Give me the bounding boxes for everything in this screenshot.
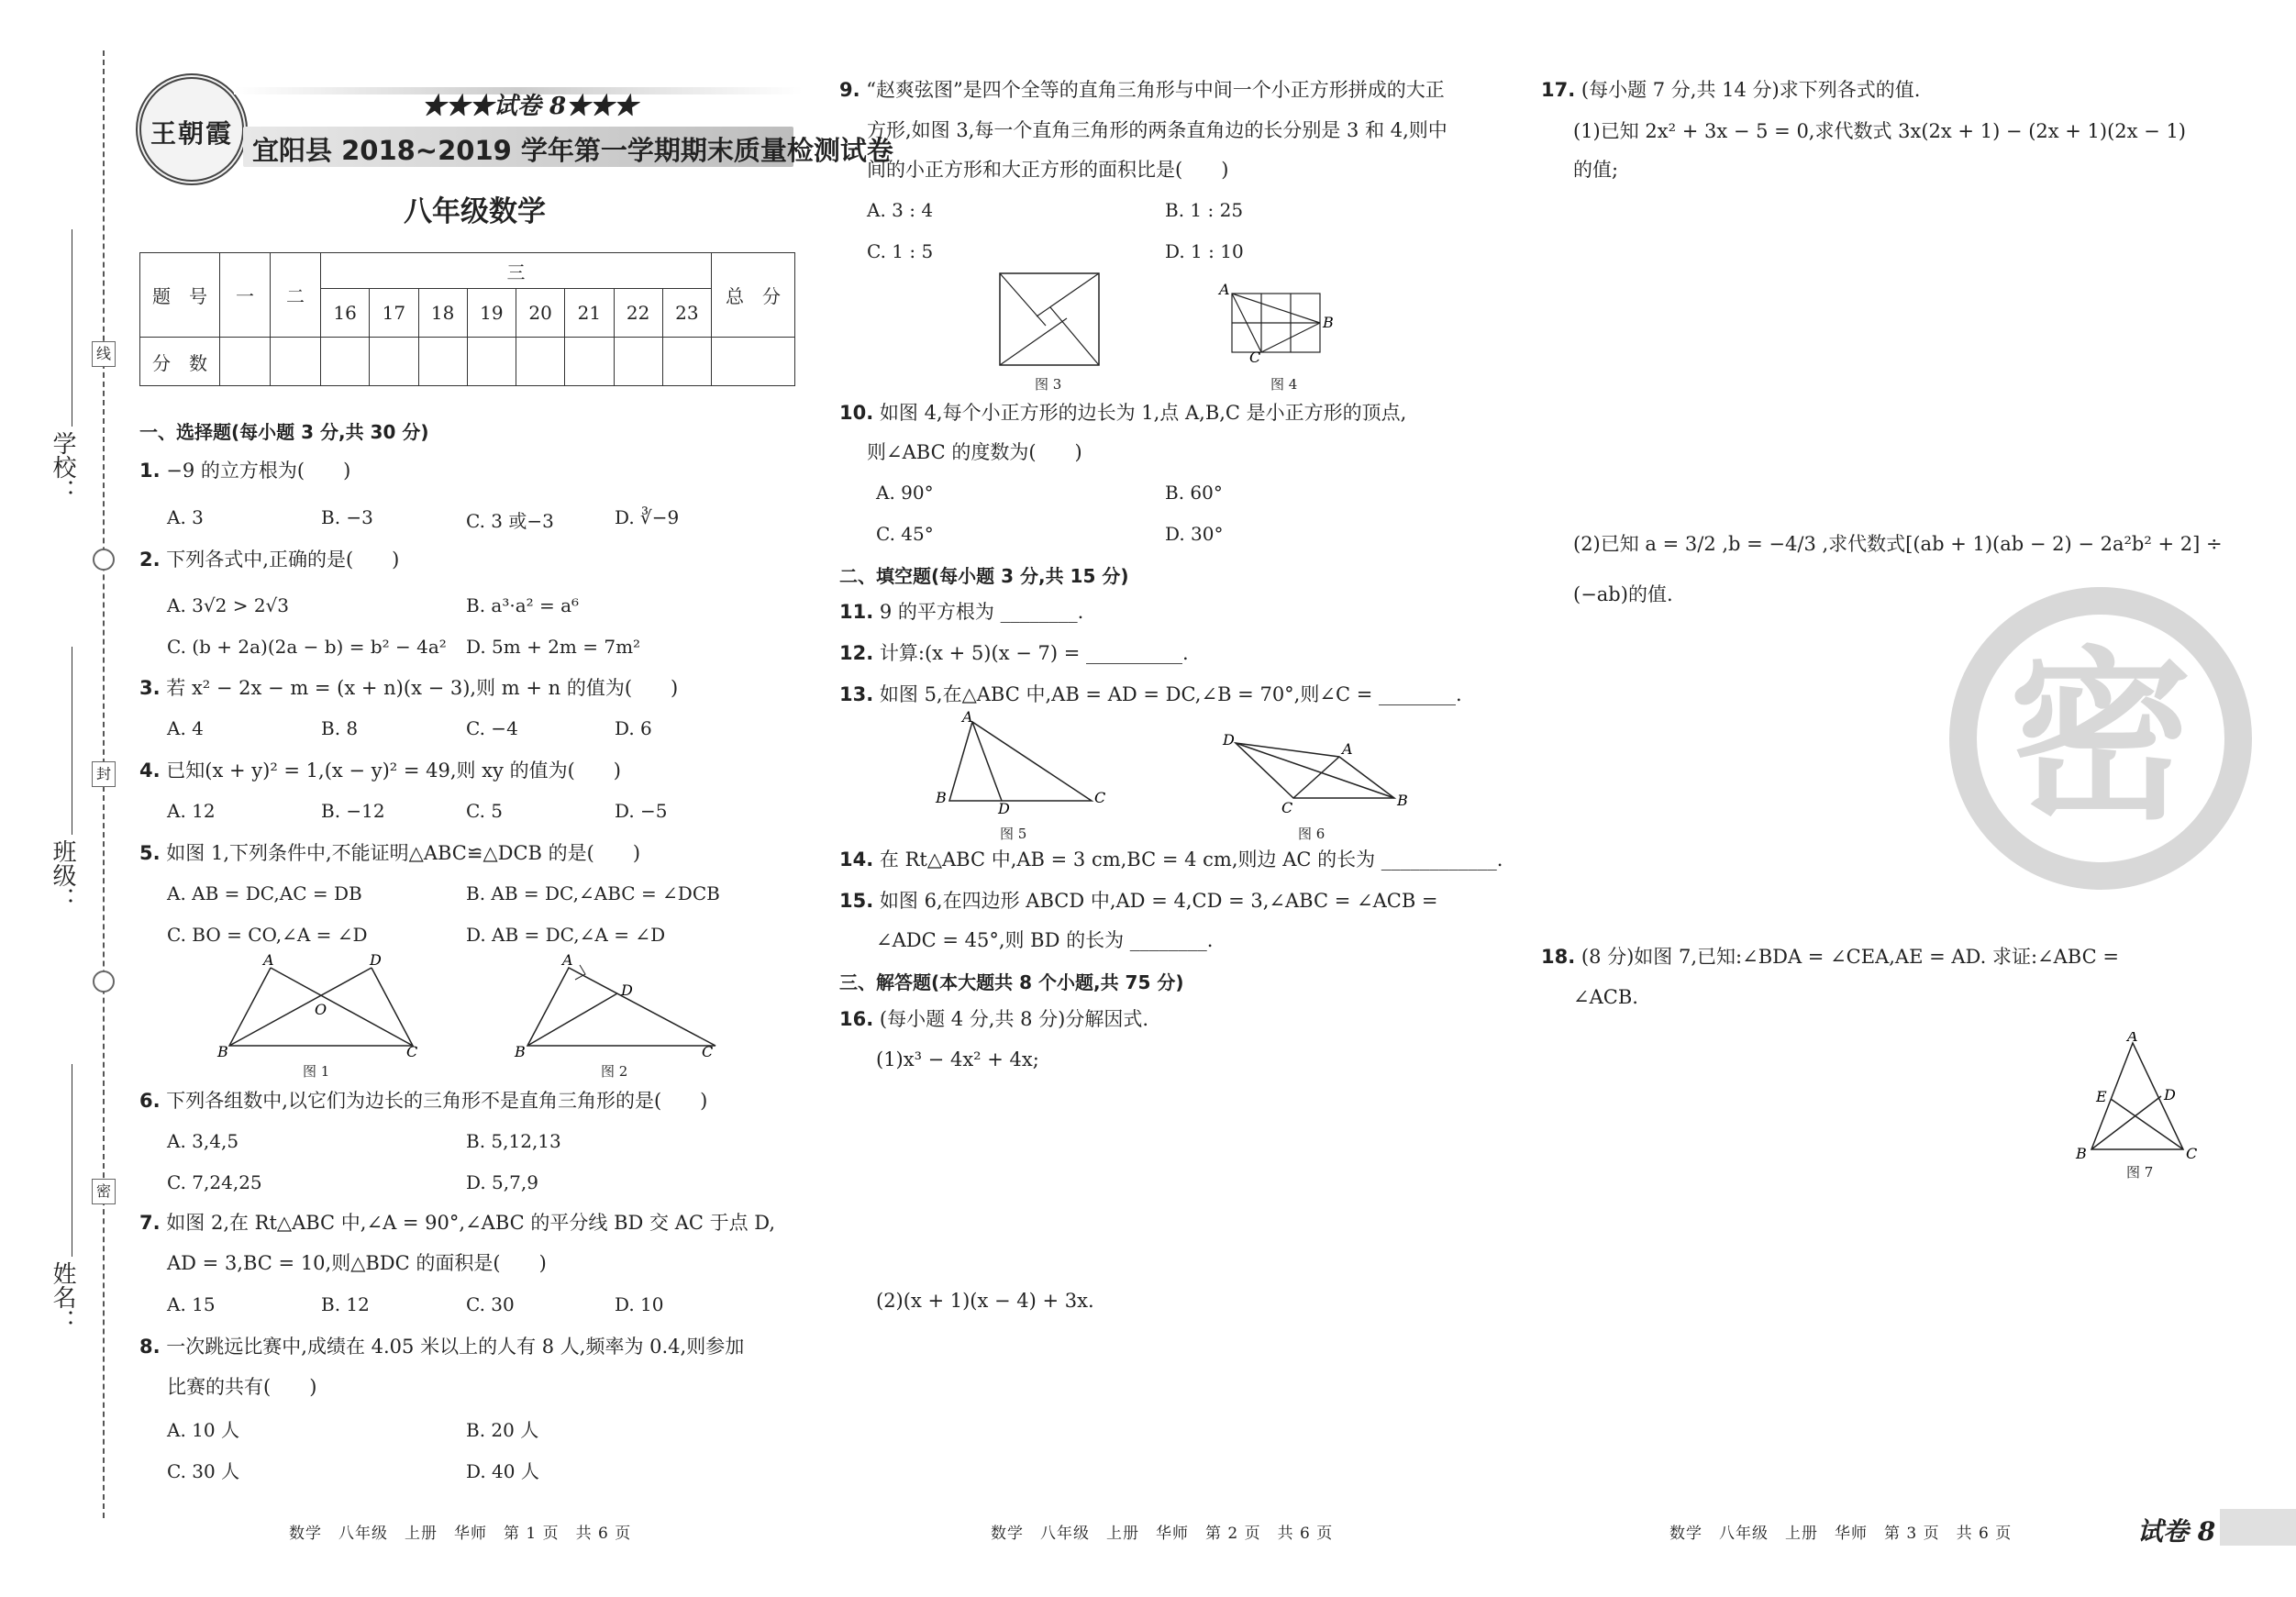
- score-total: 总 分: [712, 253, 795, 338]
- q17-part2-end: (−ab)的值.: [1573, 583, 1673, 605]
- q14: 14. 在 Rt△ABC 中,AB = 3 cm,BC = 4 cm,则边 AC 的长为 ____________.: [839, 848, 1503, 871]
- svg-text:C: C: [702, 1043, 714, 1060]
- q10-line2: 则∠ABC 的度数为( ): [867, 441, 1082, 463]
- svg-text:B: B: [2076, 1145, 2087, 1160]
- q4-opt-c: C. 5: [466, 800, 504, 822]
- footer-page-2: 数学 八年级 上册 华师 第 2 页 共 6 页: [991, 1525, 1334, 1543]
- score-sub-18: 18: [418, 289, 467, 338]
- svg-text:B: B: [217, 1043, 228, 1060]
- figure-6-caption: 图 6: [1298, 826, 1325, 842]
- figure-5-caption: 图 5: [1000, 826, 1027, 842]
- figure-6: [1215, 725, 1417, 816]
- q15-line2: ∠ADC = 45°,则 BD 的长为 ________.: [876, 929, 1214, 951]
- q1-opt-d: D. ∛−9: [615, 506, 680, 528]
- q9-opt-b: B. 1 : 25: [1165, 199, 1244, 221]
- score-cell[interactable]: [662, 338, 711, 386]
- q4: 4. 已知(x + y)² = 1,(x − y)² = 49,则 xy 的值为( ): [139, 760, 621, 782]
- svg-text:C: C: [1094, 789, 1105, 806]
- svg-text:D: D: [998, 800, 1010, 816]
- q1-opt-c: C. 3 或−3: [466, 510, 554, 532]
- score-sub-23: 23: [662, 289, 711, 338]
- score-row2-label: 分 数: [140, 338, 220, 386]
- q18-line2: ∠ACB.: [1573, 986, 1638, 1008]
- figure-1-caption: 图 1: [303, 1063, 330, 1080]
- q5: 5. 如图 1,下列条件中,不能证明△ABC≌△DCB 的是( ): [139, 842, 641, 864]
- figure-3-caption: 图 3: [1035, 376, 1062, 393]
- q12: 12. 计算:(x + 5)(x − 7) = __________.: [839, 642, 1189, 664]
- q9: 9. “赵爽弦图”是四个全等的直角三角形与中间一个小正方形拼成的大正: [839, 79, 1445, 101]
- binding-hole-1: [93, 549, 115, 571]
- q9-line3: 间的小正方形和大正方形的面积比是( ): [867, 159, 1229, 181]
- q10-opt-c: C. 45°: [876, 523, 934, 545]
- q11: 11. 9 的平方根为 ________.: [839, 601, 1084, 623]
- q18: 18. (8 分)如图 7,已知:∠BDA = ∠CEA,AE = AD. 求证:∠ABC =: [1541, 946, 2119, 968]
- q2: 2. 下列各式中,正确的是( ): [139, 549, 400, 571]
- figure-1: [216, 954, 427, 1073]
- q7: 7. 如图 2,在 Rt△ABC 中,∠A = 90°,∠ABC 的平分线 BD 交 AC 于点 D,: [139, 1212, 776, 1234]
- section2-title: 二、填空题(每小题 3 分,共 15 分): [839, 565, 1129, 587]
- svg-text:D: D: [2164, 1086, 2176, 1103]
- score-col-two: 二: [271, 253, 321, 338]
- q8: 8. 一次跳远比赛中,成绩在 4.05 米以上的人有 8 人,频率为 0.4,则参加: [139, 1336, 745, 1358]
- svg-text:C: C: [2186, 1145, 2197, 1160]
- exam-title: 宜阳县 2018~2019 学年第一学期期末质量检测试卷: [252, 135, 893, 166]
- section1-title: 一、选择题(每小题 3 分,共 30 分): [139, 421, 429, 443]
- q7-opt-b: B. 12: [321, 1293, 370, 1315]
- q2-opt-d: D. 5m + 2m = 7m²: [466, 636, 641, 658]
- q4-opt-b: B. −12: [321, 800, 385, 822]
- binding-hole-2: [93, 970, 115, 993]
- q10-opt-a: A. 90°: [876, 482, 934, 504]
- svg-text:D: D: [621, 981, 633, 999]
- q2-opt-a: A. 3√2 > 2√3: [167, 594, 290, 616]
- q5-opt-b: B. AB = DC,∠ABC = ∠DCB: [466, 882, 720, 904]
- svg-text:C: C: [406, 1043, 418, 1060]
- q9-opt-c: C. 1 : 5: [867, 240, 934, 262]
- q1-opt-a: A. 3: [167, 506, 204, 528]
- q5-opt-c: C. BO = CO,∠A = ∠D: [167, 924, 368, 946]
- score-sub-19: 19: [467, 289, 516, 338]
- score-row1-label: 题 号: [140, 253, 220, 338]
- q6-opt-b: B. 5,12,13: [466, 1130, 561, 1152]
- score-table: [139, 252, 795, 386]
- q17: 17. (每小题 7 分,共 14 分)求下列各式的值.: [1541, 79, 1921, 101]
- score-cell[interactable]: [712, 338, 795, 386]
- q2-opt-b: B. a³·a² = a⁶: [466, 594, 580, 616]
- svg-text:A: A: [962, 711, 973, 726]
- score-sub-20: 20: [516, 289, 565, 338]
- school-label: 学校：: [49, 431, 76, 503]
- score-cell[interactable]: [516, 338, 565, 386]
- logo-badge: [136, 73, 248, 185]
- q5-opt-d: D. AB = DC,∠A = ∠D: [466, 924, 666, 946]
- score-cell[interactable]: [565, 338, 614, 386]
- svg-text:B: B: [936, 789, 947, 806]
- figure-2-caption: 图 2: [601, 1063, 628, 1080]
- q17-part1-end: 的值;: [1573, 159, 1619, 181]
- q16-part2: (2)(x + 1)(x − 4) + 3x.: [876, 1290, 1094, 1312]
- score-sub-17: 17: [370, 289, 418, 338]
- name-label: 姓名：: [49, 1261, 76, 1333]
- footer-tag-bar: [2220, 1509, 2296, 1546]
- q3-opt-b: B. 8: [321, 717, 359, 739]
- q8-opt-b: B. 20 人: [466, 1419, 539, 1441]
- svg-text:A: A: [1342, 740, 1353, 758]
- svg-text:A: A: [562, 954, 573, 969]
- score-cell[interactable]: [370, 338, 418, 386]
- q13: 13. 如图 5,在△ABC 中,AB = AD = DC,∠B = 70°,则∠C = ________.: [839, 683, 1462, 705]
- watermark-glyph: 密: [2008, 631, 2192, 845]
- secret-watermark: [1949, 587, 2252, 890]
- score-cell[interactable]: [418, 338, 467, 386]
- q5-opt-a: A. AB = DC,AC = DB: [167, 882, 362, 904]
- score-cell[interactable]: [271, 338, 321, 386]
- svg-text:B: B: [515, 1043, 526, 1060]
- q9-line2: 方形,如图 3,每一个直角三角形的两条直角边的长分别是 3 和 4,则中: [867, 119, 1447, 141]
- q16-part1: (1)x³ − 4x² + 4x;: [876, 1048, 1039, 1070]
- svg-text:A: A: [1219, 281, 1230, 298]
- svg-text:B: B: [1323, 314, 1334, 331]
- figure-2: [509, 954, 729, 1073]
- svg-text:D: D: [370, 954, 382, 969]
- q1: 1. −9 的立方根为( ): [139, 460, 351, 482]
- q9-opt-a: A. 3 : 4: [867, 199, 934, 221]
- q16: 16. (每小题 4 分,共 8 分)分解因式.: [839, 1008, 1149, 1030]
- footer-paper-tag: 试卷 8: [2137, 1516, 2216, 1547]
- section3-title: 三、解答题(本大题共 8 个小题,共 75 分): [839, 971, 1184, 993]
- class-label: 班级：: [49, 839, 76, 911]
- q1-opt-b: B. −3: [321, 506, 373, 528]
- svg-text:B: B: [1397, 792, 1408, 809]
- q8-opt-c: C. 30 人: [167, 1460, 240, 1482]
- score-sub-16: 16: [321, 289, 370, 338]
- q4-opt-d: D. −5: [615, 800, 668, 822]
- score-sub-21: 21: [565, 289, 614, 338]
- svg-text:C: C: [1249, 349, 1261, 366]
- q8-opt-a: A. 10 人: [167, 1419, 239, 1441]
- q6-opt-a: A. 3,4,5: [167, 1130, 239, 1152]
- figure-5: [931, 711, 1105, 816]
- q10: 10. 如图 4,每个小正方形的边长为 1,点 A,B,C 是小正方形的顶点,: [839, 402, 1407, 424]
- q7-opt-a: A. 15: [167, 1293, 216, 1315]
- svg-text:A: A: [263, 954, 274, 969]
- q7-opt-c: C. 30: [466, 1293, 515, 1315]
- q3: 3. 若 x² − 2x − m = (x + n)(x − 3),则 m + n 的值为( ): [139, 677, 679, 699]
- q3-opt-d: D. 6: [615, 717, 652, 739]
- q6-opt-c: C. 7,24,25: [167, 1171, 262, 1193]
- q8-opt-d: D. 40 人: [466, 1460, 539, 1482]
- score-col-one: 一: [220, 253, 271, 338]
- q9-opt-d: D. 1 : 10: [1165, 240, 1244, 262]
- q3-opt-a: A. 4: [167, 717, 204, 739]
- figure-7-caption: 图 7: [2126, 1164, 2154, 1181]
- svg-text:O: O: [315, 1001, 327, 1018]
- svg-text:C: C: [1281, 799, 1293, 816]
- svg-text:A: A: [2127, 1032, 2138, 1045]
- score-cell[interactable]: [614, 338, 662, 386]
- q7-opt-d: D. 10: [615, 1293, 664, 1315]
- line-mark-3: 密: [92, 1179, 116, 1204]
- q17-part2: (2)已知 a = 3/2 ,b = −4/3 ,求代数式[(ab + 1)(ab − 2) − 2a²b² + 2] ÷: [1573, 533, 2223, 555]
- paper-tag: ★★★试卷 8★★★: [422, 93, 638, 120]
- logo-text: 王朝霞: [150, 118, 233, 149]
- subject-title: 八年级数学: [404, 195, 546, 228]
- q3-opt-c: C. −4: [466, 717, 518, 739]
- q17-part1: (1)已知 2x² + 3x − 5 = 0,求代数式 3x(2x + 1) − (2x + 1)(2x − 1): [1573, 120, 2187, 142]
- score-cell[interactable]: [321, 338, 370, 386]
- svg-text:E: E: [2096, 1088, 2107, 1105]
- line-mark-1: 线: [92, 341, 116, 367]
- svg-text:D: D: [1223, 731, 1235, 749]
- figure-4-caption: 图 4: [1270, 376, 1298, 393]
- score-cell[interactable]: [467, 338, 516, 386]
- q4-opt-a: A. 12: [167, 800, 216, 822]
- figure-4: [1215, 280, 1344, 367]
- line-mark-2: 封: [92, 761, 116, 787]
- q15: 15. 如图 6,在四边形 ABCD 中,AD = 4,CD = 3,∠ABC = ∠ACB =: [839, 890, 1438, 912]
- figure-3: [995, 271, 1105, 372]
- q2-opt-c: C. (b + 2a)(2a − b) = b² − 4a²: [167, 636, 447, 658]
- q8-line2: 比赛的共有( ): [167, 1376, 317, 1398]
- score-sub-22: 22: [614, 289, 662, 338]
- q10-opt-d: D. 30°: [1165, 523, 1224, 545]
- q7-line2: AD = 3,BC = 10,则△BDC 的面积是( ): [167, 1252, 547, 1274]
- q10-opt-b: B. 60°: [1165, 482, 1223, 504]
- footer-page-3: 数学 八年级 上册 华师 第 3 页 共 6 页: [1669, 1525, 2013, 1543]
- footer-page-1: 数学 八年级 上册 华师 第 1 页 共 6 页: [289, 1525, 632, 1543]
- q6-opt-d: D. 5,7,9: [466, 1171, 538, 1193]
- score-cell[interactable]: [220, 338, 271, 386]
- score-col-three: 三: [321, 253, 712, 289]
- figure-7: [2069, 1032, 2197, 1160]
- q6: 6. 下列各组数中,以它们为边长的三角形不是直角三角形的是( ): [139, 1090, 708, 1112]
